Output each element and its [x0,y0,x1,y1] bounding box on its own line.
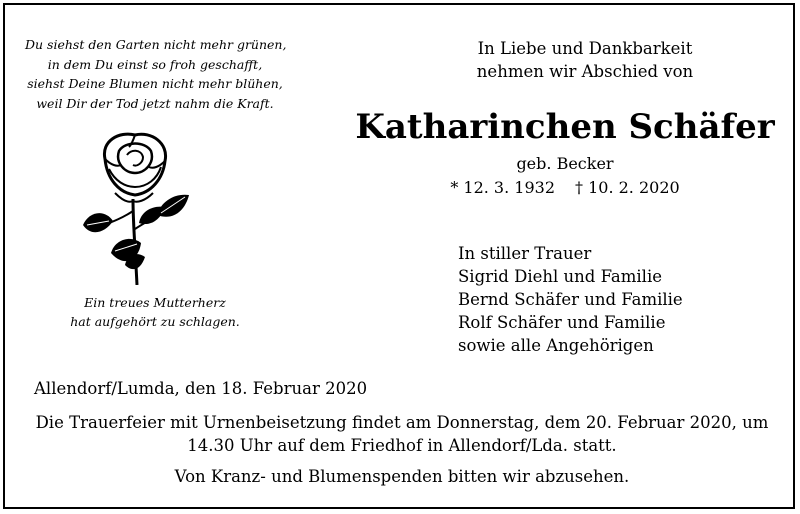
motto-line: hat aufgehört zu schlagen. [70,314,240,329]
mourner-line: In stiller Trauer [458,244,592,263]
mourner-line: Sigrid Diehl und Familie [458,267,663,286]
ceremony-line: Die Trauerfeier mit Urnenbeisetzung findet am Donnerstag, dem 20. Februar 2020, um [35,413,769,432]
deceased-name: Katharinchen Schäfer [355,107,775,147]
ceremony-line: 14.30 Uhr auf dem Friedhof in Allendorf/Lda. statt. [187,436,617,455]
life-dates [405,177,725,199]
donation-request: Von Kranz- und Blumenspenden bitten wir abzusehen. [174,467,630,486]
death-date: † 10. 2. 2020 [575,178,680,197]
motto-line: Ein treues Mutterherz [84,295,226,310]
poem [25,35,285,113]
intro-line: nehmen wir Abschied von [476,62,694,81]
place-date: Allendorf/Lumda, den 18. Februar 2020 [34,379,368,398]
poem-line: siehst Deine Blumen nicht mehr blühen, [27,76,283,91]
obituary-notice [3,3,795,509]
poem-line: Du siehst den Garten nicht mehr grünen, [25,37,287,52]
mourner-line: Rolf Schäfer und Familie [458,313,666,332]
intro [385,37,785,83]
ceremony-info [25,411,779,457]
mourner-line: Bernd Schäfer und Familie [458,290,683,309]
intro-line: In Liebe und Dankbarkeit [477,39,693,58]
rose-icon [75,129,195,285]
mourners [458,242,778,357]
poem-line: weil Dir der Tod jetzt nahm die Kraft. [36,95,274,111]
birth-name: geb. Becker [516,154,614,173]
motto [25,293,285,331]
poem-line: in dem Du einst so froh geschafft, [47,56,263,72]
mourner-line: sowie alle Angehörigen [458,336,654,355]
birth-date: * 12. 3. 1932 [450,178,555,197]
